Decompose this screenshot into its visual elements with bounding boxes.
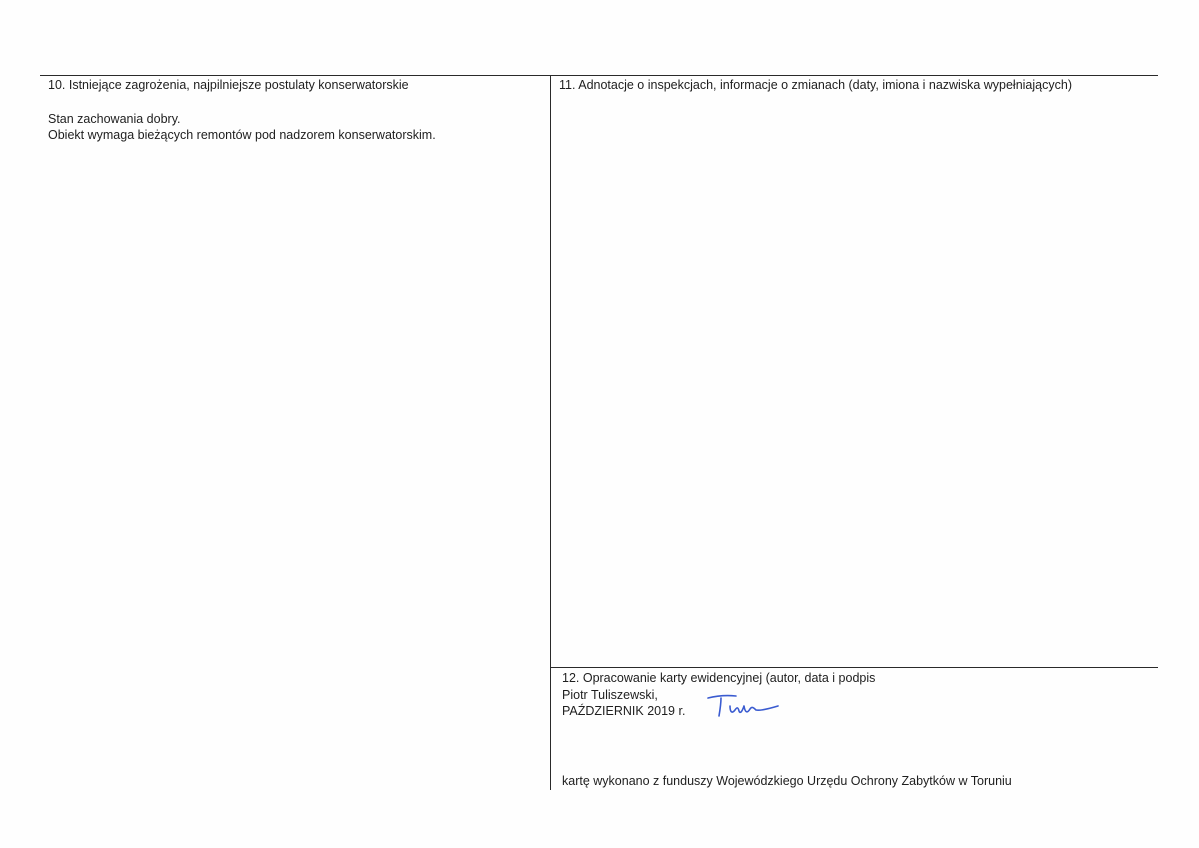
section-10-header: 10. Istniejące zagrożenia, najpilniejsze postulaty konserwatorskie [48,78,409,92]
funding-note: kartę wykonano z funduszy Wojewódzkiego Urzędu Ochrony Zabytków w Toruniu [562,774,1012,788]
section-12-author: Piotr Tuliszewski, [562,688,658,702]
section-12-rule [551,667,1158,668]
section-11-header: 11. Adnotacje o inspekcjach, informacje o zmianach (daty, imiona i nazwiska wypełniających) [559,78,1072,92]
section-10-line-1: Stan zachowania dobry. [48,112,181,126]
section-10-line-2: Obiekt wymaga bieżących remontów pod nadzorem konserwatorskim. [48,128,436,142]
column-divider [550,75,551,790]
section-12-header: 12. Opracowanie karty ewidencyjnej (autor, data i podpis [562,671,876,685]
top-rule [40,75,1158,76]
handwritten-signature-icon [704,692,784,726]
section-12-date: PAŹDZIERNIK 2019 r. [562,704,686,718]
